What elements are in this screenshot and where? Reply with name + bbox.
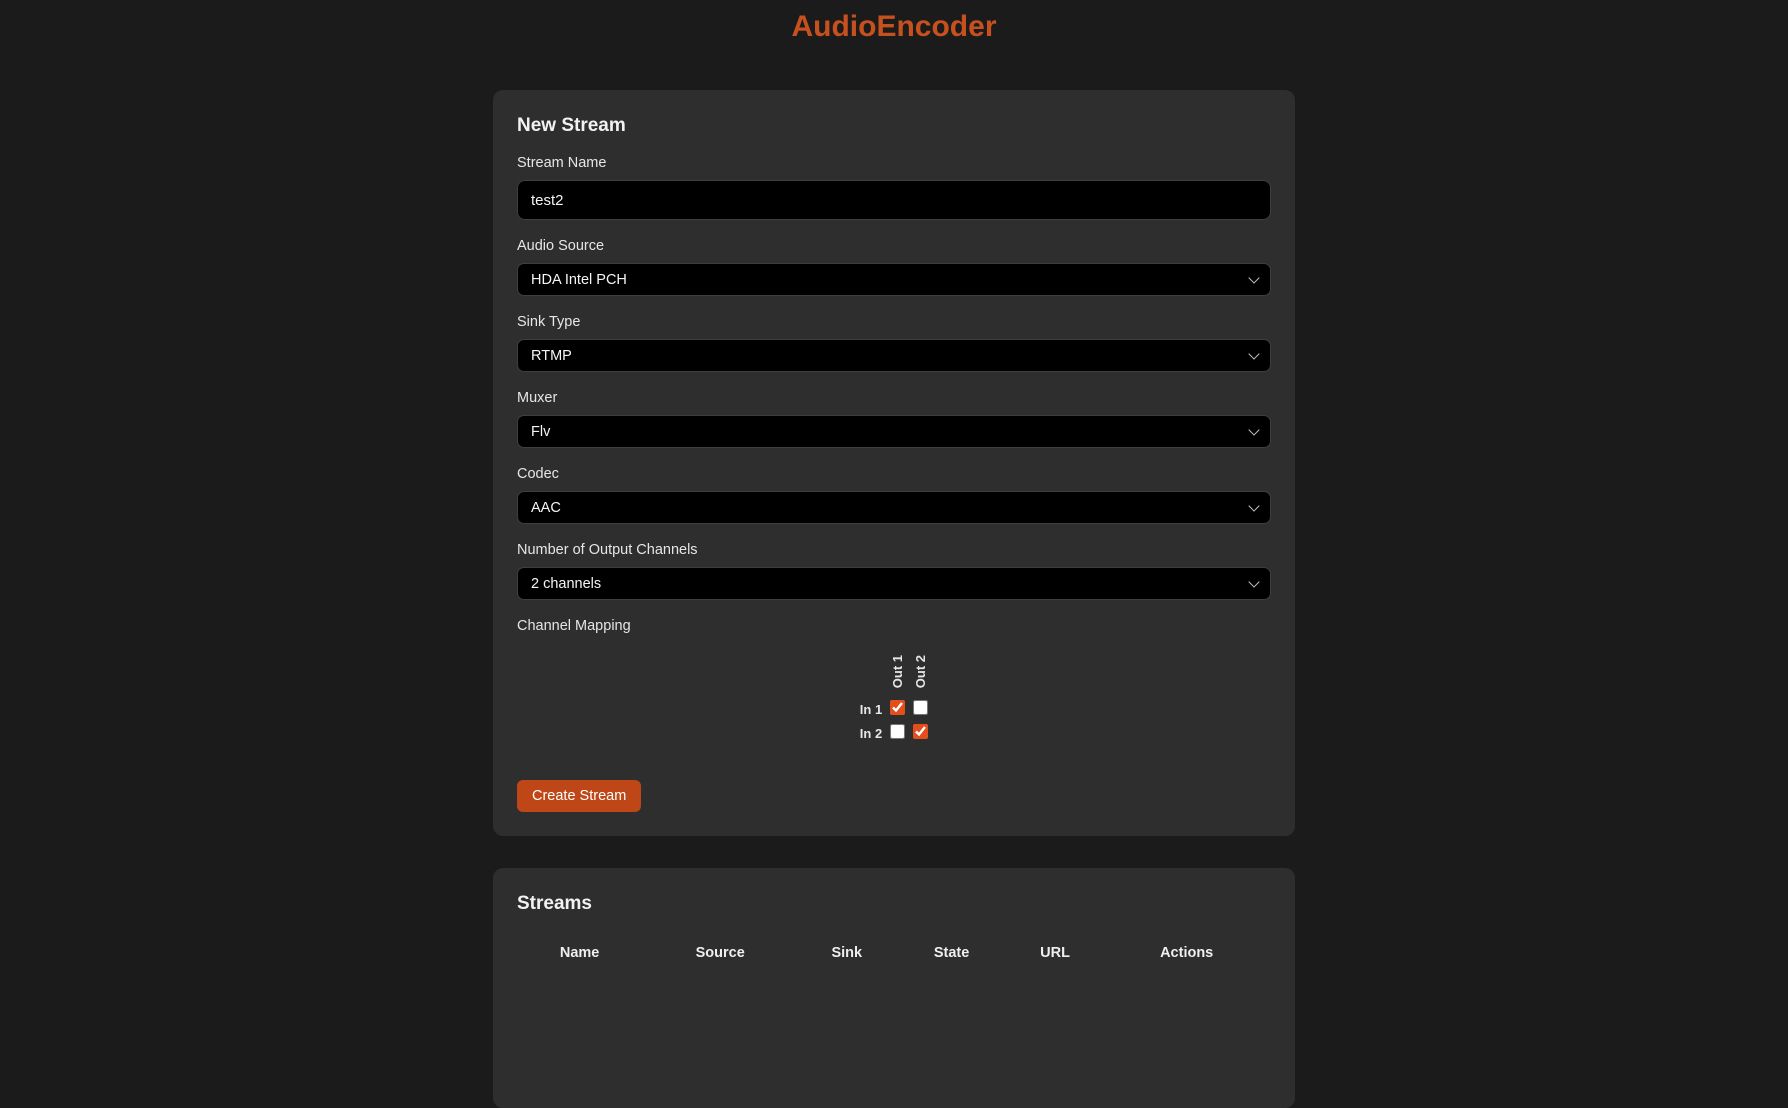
streams-table-header-row: [517, 939, 1271, 967]
streams-col-source: Source: [695, 945, 745, 961]
streams-col-actions: Actions: [1160, 945, 1214, 961]
field-stream-name: [517, 155, 1271, 220]
stream-name-input[interactable]: [517, 180, 1271, 220]
stream-name-label: Stream Name: [517, 155, 607, 171]
sink-type-label: Sink Type: [517, 314, 581, 330]
muxer-label: Muxer: [517, 390, 558, 406]
field-codec: [517, 466, 1271, 524]
mapping-row-in1: [856, 696, 932, 720]
streams-table: [517, 939, 1271, 967]
mapping-col-header: Out 2: [913, 654, 929, 688]
streams-col-sink: Sink: [831, 945, 863, 961]
mapping-row-in2: [856, 720, 932, 744]
mapping-row-header: In 2: [859, 726, 883, 741]
mapping-row-header: In 1: [859, 702, 883, 717]
channel-mapping-label: Channel Mapping: [517, 618, 631, 634]
mapping-checkbox-in2-out2[interactable]: [913, 724, 928, 739]
streams-col-state: State: [933, 945, 970, 961]
new-stream-card: [493, 90, 1295, 836]
audio-source-label: Audio Source: [517, 238, 605, 254]
streams-col-url: URL: [1040, 945, 1070, 961]
field-muxer: [517, 390, 1271, 448]
mapping-checkbox-in2-out1[interactable]: [890, 724, 905, 739]
audio-source-select[interactable]: [517, 263, 1271, 296]
muxer-select[interactable]: [517, 415, 1271, 448]
field-audio-source: [517, 238, 1271, 296]
streams-col-name: Name: [559, 945, 600, 961]
create-stream-button[interactable]: Create Stream: [517, 780, 641, 812]
streams-card: [493, 868, 1295, 1108]
page-title: AudioEncoder: [791, 10, 997, 43]
codec-label: Codec: [517, 466, 559, 482]
output-channels-label: Number of Output Channels: [517, 542, 698, 558]
codec-select[interactable]: [517, 491, 1271, 524]
mapping-col-header: Out 1: [890, 654, 906, 688]
mapping-checkbox-in1-out2[interactable]: [913, 700, 928, 715]
output-channels-select[interactable]: [517, 567, 1271, 600]
channel-mapping-matrix: [856, 648, 932, 744]
streams-heading: Streams: [517, 893, 592, 914]
sink-type-select[interactable]: [517, 339, 1271, 372]
new-stream-heading: New Stream: [517, 115, 626, 136]
field-channel-mapping: [517, 618, 1271, 744]
field-output-channels: [517, 542, 1271, 600]
mapping-checkbox-in1-out1[interactable]: [890, 700, 905, 715]
field-sink-type: [517, 314, 1271, 372]
